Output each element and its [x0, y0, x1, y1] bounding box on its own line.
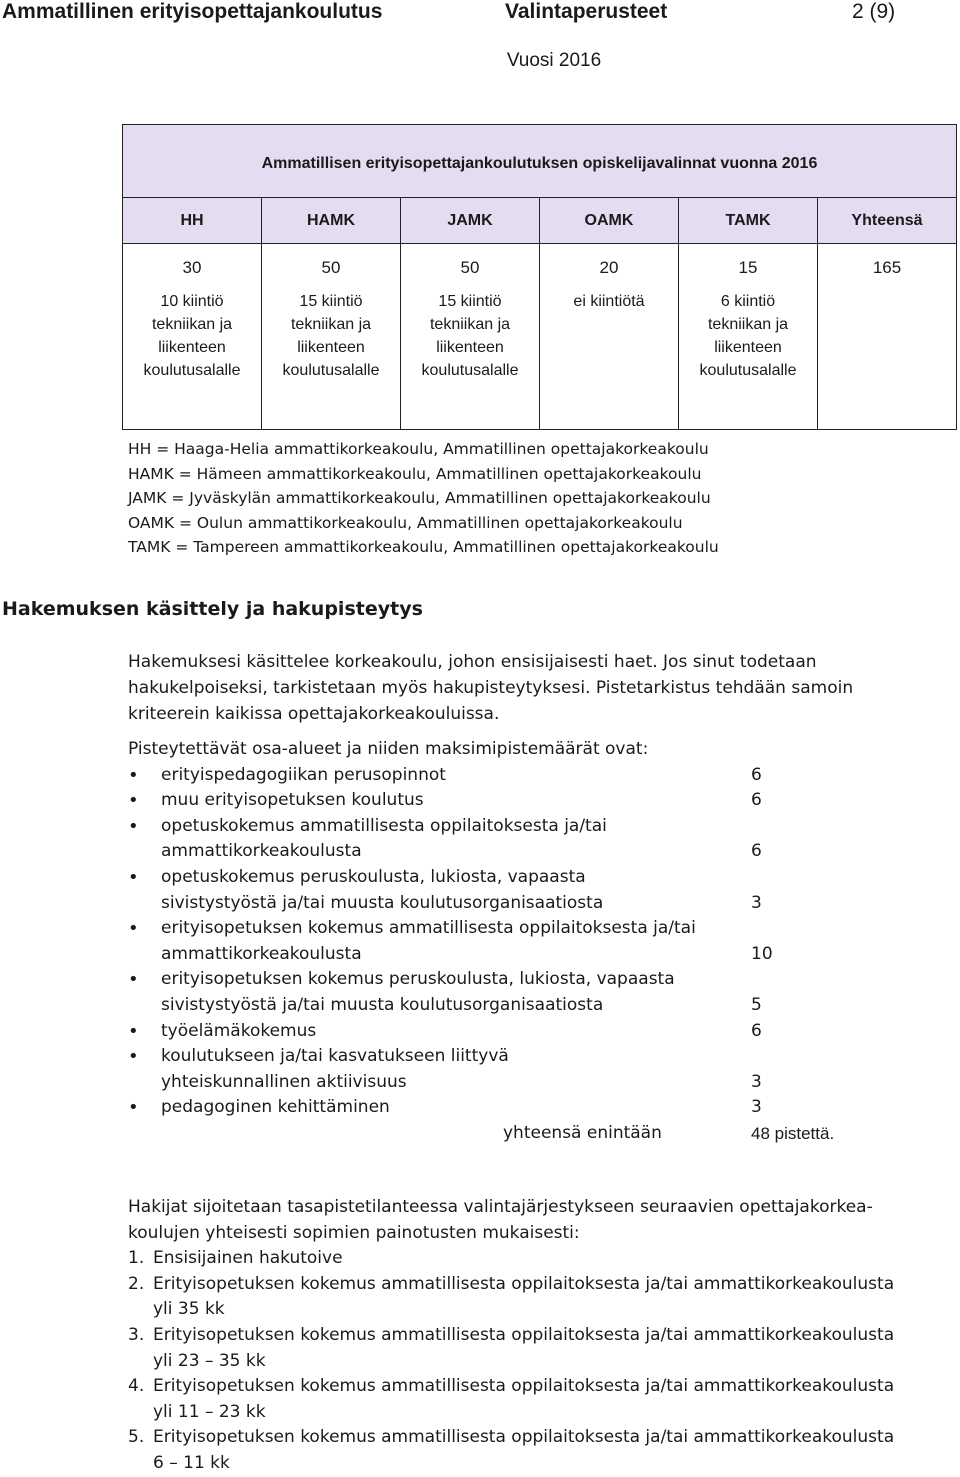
tiebreak-text: Erityisopetuksen kokemus ammatillisesta oppilaitoksesta ja/tai ammattikorkeakoulusta: [153, 1273, 895, 1294]
criteria-text: muu erityisopetuksen koulutus: [161, 790, 424, 811]
tiebreak-intro-line: Hakijat sijoitetaan tasapistetilanteessa valintajärjestykseen seuraavien opettajakorkea-: [128, 1197, 873, 1217]
criteria-points: 5: [751, 994, 762, 1015]
criteria-item: [128, 1019, 928, 1045]
tiebreak-duration: yli 35 kk: [153, 1299, 225, 1320]
tiebreak-text: Erityisopetuksen kokemus ammatillisesta oppilaitoksesta ja/tai ammattikorkeakoulusta: [153, 1376, 895, 1397]
count-value: 165: [872, 258, 902, 277]
criteria-item: [128, 967, 928, 1018]
criteria-points: 6: [751, 841, 762, 862]
tiebreak-number: 4.: [128, 1376, 145, 1397]
tiebreak-item: [128, 1374, 958, 1425]
criteria-text: erityisopetuksen kokemus peruskoulusta, lukiosta, vapaasta: [161, 969, 675, 990]
tiebreak-text: Ensisijainen hakutoive: [153, 1248, 343, 1269]
col-header: TAMK: [679, 198, 818, 244]
count-value: 30: [182, 258, 202, 277]
document-year: Vuosi 2016: [506, 50, 602, 71]
criteria-text: koulutukseen ja/tai kasvatukseen liittyvä: [161, 1046, 509, 1067]
quota-line: liikenteen: [297, 339, 365, 356]
abbreviation-item: OAMK = Oulun ammattikorkeakoulu, Ammatillinen opettajakorkeakoulu: [128, 513, 683, 532]
quota-line: tekniikan ja: [290, 316, 372, 333]
criteria-text: ammattikorkeakoulusta: [161, 943, 362, 964]
criteria-points: 10: [751, 943, 773, 964]
tiebreak-number: 1.: [128, 1248, 145, 1269]
tiebreak-number: 2.: [128, 1273, 145, 1294]
tiebreak-text: Erityisopetuksen kokemus ammatillisesta oppilaitoksesta ja/tai ammattikorkeakoulusta: [153, 1324, 895, 1345]
col-header: HH: [123, 198, 262, 244]
table-cell: [540, 244, 679, 430]
criteria-item: [128, 788, 928, 814]
criteria-text: ammattikorkeakoulusta: [161, 841, 362, 862]
table-cell: [401, 244, 540, 430]
tiebreak-duration: yli 23 – 35 kk: [153, 1350, 266, 1371]
criteria-item: [128, 1044, 928, 1095]
quota-text: [262, 290, 400, 382]
criteria-text: erityisopetuksen kokemus ammatillisesta oppilaitoksesta ja/tai: [161, 918, 696, 939]
quota-text: [401, 290, 539, 382]
quota-line: liikenteen: [714, 339, 782, 356]
table-cell: [679, 244, 818, 430]
criteria-text: sivistystyöstä ja/tai muusta koulutusorganisaatiosta: [161, 892, 604, 913]
quota-line: tekniikan ja: [151, 316, 233, 333]
document-section: Valintaperusteet: [505, 0, 668, 23]
criteria-points: 6: [751, 1020, 762, 1041]
criteria-intro: Pisteytettävät osa-alueet ja niiden maksimipistemäärät ovat:: [128, 739, 649, 759]
table-cell: [818, 244, 957, 430]
criteria-text: erityispedagogiikan perusopinnot: [161, 764, 446, 785]
criteria-item: [128, 916, 928, 967]
table-title: Ammatillisen erityisopettajankoulutuksen opiskelijavalinnat vuonna 2016: [123, 125, 957, 198]
total-value: 48 pistettä.: [751, 1123, 835, 1143]
tiebreak-duration: yli 11 – 23 kk: [153, 1401, 266, 1422]
tiebreak-duration: 6 – 11 kk: [153, 1452, 230, 1473]
page-number: 2 (9): [852, 0, 896, 23]
col-header: JAMK: [401, 198, 540, 244]
tiebreak-item: [128, 1425, 958, 1476]
quota-text: [540, 290, 678, 313]
tiebreak-number: 3.: [128, 1324, 145, 1345]
criteria-points: 6: [751, 764, 762, 785]
criteria-section: [128, 737, 928, 1147]
criteria-text: pedagoginen kehittäminen: [161, 1097, 390, 1118]
quota-line: koulutusalalle: [421, 362, 519, 379]
table-cell: [123, 244, 262, 430]
col-header: OAMK: [540, 198, 679, 244]
quota-text: [679, 290, 817, 382]
criteria-text: opetuskokemus ammatillisesta oppilaitoksesta ja/tai: [161, 815, 607, 836]
abbreviation-list: [128, 437, 719, 560]
quota-line: koulutusalalle: [699, 362, 797, 379]
quota-line: 10 kiintiö: [160, 293, 224, 310]
criteria-text: työelämäkokemus: [161, 1020, 317, 1041]
criteria-text: opetuskokemus peruskoulusta, lukiosta, vapaasta: [161, 866, 586, 887]
table-row: [123, 244, 957, 430]
count-value: 50: [321, 258, 341, 277]
criteria-points: 3: [751, 1097, 762, 1118]
tiebreak-item: [128, 1323, 958, 1374]
tiebreak-intro-line: koulujen yhteisesti sopimien painotusten mukaisesti:: [128, 1222, 580, 1243]
criteria-points: 3: [751, 892, 762, 913]
quota-line: liikenteen: [158, 339, 226, 356]
quota-text: [123, 290, 261, 382]
criteria-item: [128, 1095, 928, 1121]
quota-line: liikenteen: [436, 339, 504, 356]
abbreviation-item: TAMK = Tampereen ammattikorkeakoulu, Ammatillinen opettajakorkeakoulu: [128, 538, 719, 556]
tiebreak-item: [128, 1246, 958, 1272]
quota-line: tekniikan ja: [429, 316, 511, 333]
criteria-points: 3: [751, 1071, 762, 1092]
tiebreak-section: [128, 1195, 958, 1477]
abbreviation-item: HH = Haaga-Helia ammattikorkeakoulu, Ammatillinen opettajakorkeakoulu: [128, 440, 709, 458]
criteria-item: [128, 814, 928, 865]
quota-line: 15 kiintiö: [299, 293, 363, 310]
count-value: 15: [738, 258, 758, 277]
abbreviation-item: JAMK = Jyväskylän ammattikorkeakoulu, Ammatillinen opettajakorkeakoulu: [128, 489, 711, 507]
tiebreak-list: [128, 1246, 958, 1476]
quota-line: 6 kiintiö: [720, 293, 776, 310]
criteria-item: [128, 763, 928, 789]
count-value: 20: [599, 258, 619, 277]
quota-line: koulutusalalle: [143, 362, 241, 379]
criteria-item: [128, 865, 928, 916]
tiebreak-text: Erityisopetuksen kokemus ammatillisesta oppilaitoksesta ja/tai ammattikorkeakoulusta: [153, 1427, 895, 1448]
quota-line: koulutusalalle: [282, 362, 380, 379]
col-header: Yhteensä: [818, 198, 957, 244]
total-label: yhteensä enintään: [503, 1122, 662, 1143]
table-cell: [262, 244, 401, 430]
table-header-row: [123, 198, 957, 244]
admissions-table: [122, 124, 957, 430]
section-heading: Hakemuksen käsittely ja hakupisteytys: [2, 598, 423, 620]
tiebreak-intro: [128, 1195, 958, 1246]
criteria-list: [128, 763, 928, 1121]
document-title: Ammatillinen erityisopettajankoulutus: [2, 0, 383, 23]
quota-line: tekniikan ja: [707, 316, 789, 333]
tiebreak-item: [128, 1272, 958, 1323]
col-header: HAMK: [262, 198, 401, 244]
abbreviation-item: HAMK = Hämeen ammattikorkeakoulu, Ammatillinen opettajakorkeakoulu: [128, 464, 702, 483]
criteria-total: [128, 1121, 928, 1147]
intro-paragraph: Hakemuksesi käsittelee korkeakoulu, johon ensisijaisesti haet. Jos sinut todetaan hakukelpoiseksi, tarkistetaan myös hakupisteytyksesi. Pistetarkistus tehdään samoin kriteerein kaikissa opettajakorkeakouluissa.: [128, 652, 854, 724]
count-value: 50: [460, 258, 480, 277]
criteria-points: 6: [751, 790, 762, 811]
criteria-text: sivistystyöstä ja/tai muusta koulutusorganisaatiosta: [161, 994, 604, 1015]
criteria-text: yhteiskunnallinen aktiivisuus: [161, 1071, 407, 1092]
quota-line: 15 kiintiö: [438, 293, 502, 310]
quota-line: ei kiintiötä: [573, 293, 645, 310]
tiebreak-number: 5.: [128, 1427, 145, 1448]
